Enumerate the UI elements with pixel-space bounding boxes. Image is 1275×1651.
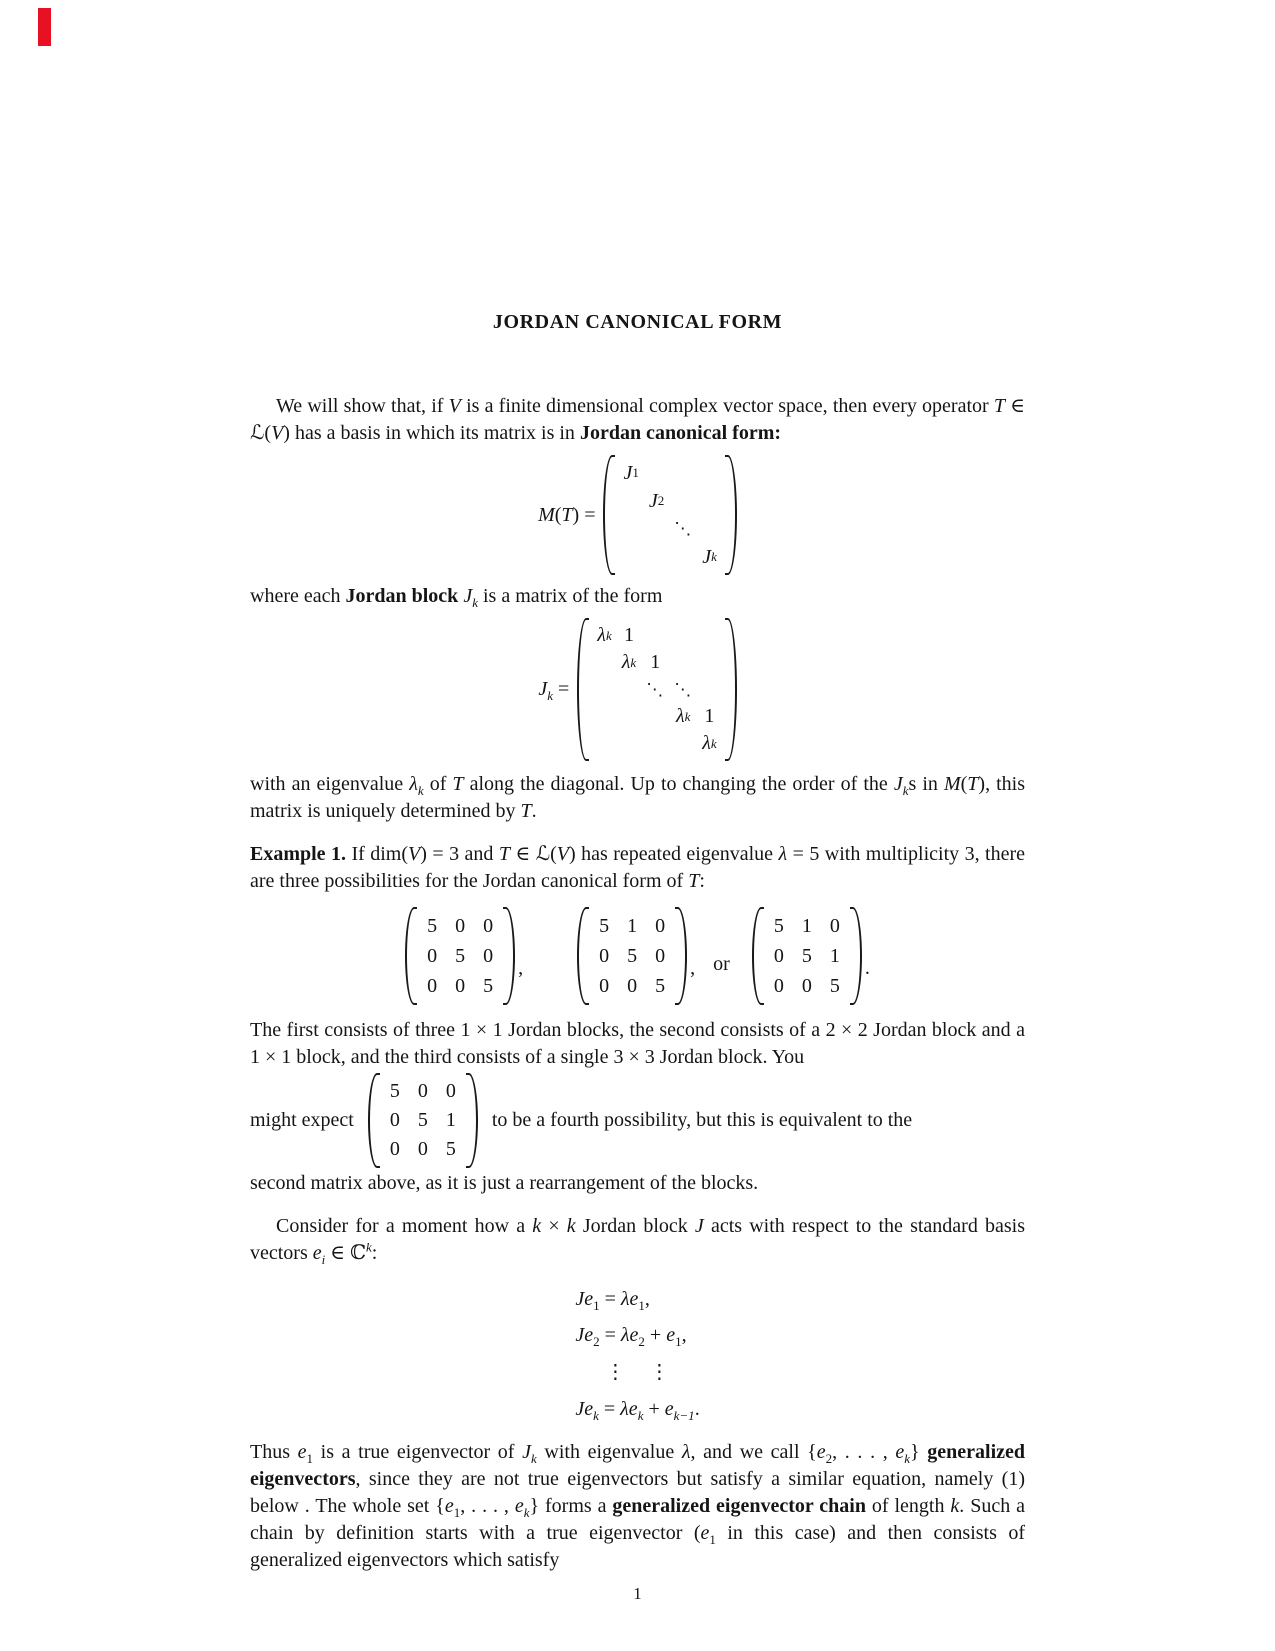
matrix-cell: [828, 941, 842, 971]
text-run: ), this matrix is uniquely determined by: [250, 773, 1026, 822]
paragraph-jordan-block: [250, 583, 1025, 610]
matrix-fourth-possibility: [368, 1073, 478, 1168]
text-run: = 5 with multiplicity 3, there are three possibilities for the Jordan canonical form of: [250, 843, 1026, 892]
text-run: ∈ ℒ(: [250, 395, 1026, 444]
text-run: T: [498, 843, 510, 865]
text-run: ⋱: [674, 679, 693, 699]
matrix-cell: [676, 459, 690, 487]
text-run: 1: [623, 624, 634, 646]
matrix-separator: ,: [518, 956, 524, 979]
matrix-cell: [800, 911, 814, 941]
text-run: e: [444, 1495, 454, 1517]
text-run: 5: [445, 1138, 456, 1160]
equation-label-jk: [538, 678, 569, 701]
text-run: to be a fourth possibility, but this is equivalent to the: [491, 1109, 913, 1131]
text-run: with eigenvalue: [536, 1441, 682, 1463]
matrix-cell: [444, 1077, 458, 1106]
text-run: } forms a: [529, 1495, 613, 1517]
text-run: e: [312, 1242, 322, 1264]
matrix-cell: [598, 730, 612, 757]
matrix-cell: [648, 622, 662, 649]
matrix-possibility-2: [577, 907, 687, 1005]
matrix-cell: [622, 622, 636, 649]
text-run: ⋮: [649, 1361, 670, 1383]
text-run: 0: [389, 1109, 400, 1131]
text-run: λ: [681, 1441, 691, 1463]
matrix-cell: [425, 971, 439, 1001]
matrix-cell: [425, 941, 439, 971]
matrix-cell: [416, 1106, 430, 1135]
text-run: V: [271, 422, 284, 444]
text-run: ,: [644, 1288, 650, 1310]
text-run: 0: [655, 914, 666, 937]
matrix-cell: [772, 911, 786, 941]
text-run: k: [593, 1408, 599, 1423]
left-paren: [752, 907, 764, 1005]
text-run: 1: [638, 1298, 645, 1313]
text-run: (: [554, 503, 562, 526]
text-run: k: [523, 1505, 530, 1520]
paragraph-intro: [250, 393, 1025, 447]
text-run: T: [967, 773, 979, 795]
text-run: If dim(: [346, 843, 409, 865]
text-run: e: [816, 1441, 826, 1463]
text-run: , and we call {: [690, 1441, 817, 1463]
matrix-cell: [676, 649, 690, 676]
text-run: 0: [417, 1080, 428, 1102]
text-run: k: [904, 1451, 911, 1466]
matrix-block-diagonal: [603, 455, 736, 575]
inline-text-post: [492, 1109, 912, 1132]
matrix-cell: [674, 515, 692, 543]
matrix-cell: [676, 730, 690, 757]
text-run: λ: [597, 624, 606, 646]
matrix-cell: [625, 911, 639, 941]
text-run: 5: [427, 914, 438, 937]
text-run: λe: [620, 1324, 639, 1346]
text-run: of length: [866, 1495, 951, 1517]
text-run: 0: [599, 974, 610, 997]
text-run: (: [960, 773, 968, 795]
text-run: J: [463, 585, 473, 607]
text-run: 2: [593, 1334, 600, 1349]
text-run: T: [452, 773, 464, 795]
matrix-cell: [676, 622, 690, 649]
text-run: V: [556, 843, 569, 865]
matrix-cell: λ k: [621, 651, 637, 673]
matrix-cell: [453, 971, 467, 1001]
text-run: 1: [801, 914, 812, 937]
text-run: Je: [575, 1288, 594, 1310]
text-run: 1: [306, 1451, 314, 1466]
text-run: might expect: [250, 1109, 354, 1131]
text-run: J: [623, 461, 633, 484]
matrix-cell: [444, 1135, 458, 1164]
text-run: Jordan canonical form:: [579, 422, 782, 444]
text-run: 0: [427, 974, 438, 997]
text-run: 1: [593, 1298, 600, 1313]
equation-block-diagonal: [250, 455, 1025, 575]
matrix-cell: [703, 487, 717, 515]
matrix-cell: [624, 543, 638, 571]
matrix-cell: [597, 941, 611, 971]
matrix-cell: [388, 1135, 402, 1164]
matrix-separator: .: [864, 956, 870, 979]
text-run: 1: [675, 1334, 682, 1349]
text-run: ,: [681, 1324, 687, 1346]
matrix-cell: [648, 730, 662, 757]
matrix-cell: [388, 1106, 402, 1135]
text-run: ) =: [572, 503, 596, 526]
matrix-cell: [653, 941, 667, 971]
equation-three-possibilities: [250, 907, 1025, 1005]
text-run: J: [893, 773, 903, 795]
matrix-possibility-1: [405, 907, 515, 1005]
left-paren: [577, 618, 589, 761]
text-run: 1: [709, 1532, 716, 1547]
vertical-dots: [605, 1353, 669, 1391]
text-run: k: [547, 688, 554, 703]
text-run: 0: [417, 1138, 428, 1160]
matrix-cell: J 1: [623, 461, 639, 484]
text-run: 5: [655, 974, 666, 997]
matrix-cell: [597, 971, 611, 1001]
text-run: k: [417, 783, 424, 798]
matrix-cell: [648, 649, 662, 676]
matrix-grid: [380, 1073, 466, 1168]
left-paren: [368, 1073, 380, 1168]
text-run: M: [943, 773, 961, 795]
matrix-grid: [764, 907, 850, 1005]
text-run: λe: [620, 1288, 639, 1310]
left-paren: [603, 455, 615, 575]
text-run: k: [532, 1215, 542, 1237]
paragraph-inline-matrix-row: [250, 1073, 1025, 1168]
matrix-cell: [425, 911, 439, 941]
matrix-cell: [453, 941, 467, 971]
text-run: =: [553, 678, 570, 700]
text-run: . Such a chain by definition starts with a true eigenvector (: [250, 1495, 1025, 1544]
text-run: Thus: [250, 1441, 298, 1463]
matrix-cell: [674, 676, 692, 703]
text-run: acts with respect to the standard basis vectors: [250, 1215, 1025, 1264]
text-run: 5: [773, 914, 784, 937]
matrix-cell: [650, 543, 664, 571]
text-run: ∈ ℂ: [325, 1242, 367, 1264]
matrix-cell: [625, 941, 639, 971]
text-run: .: [531, 800, 537, 822]
text-run: 2: [638, 1334, 645, 1349]
text-run: 0: [445, 1080, 456, 1102]
text-run: is a finite dimensional complex vector space, then every operator: [460, 395, 994, 417]
text-run: λ: [409, 773, 418, 795]
text-run: ) has repeated eigenvalue: [569, 843, 779, 865]
text-run: λe: [620, 1398, 638, 1420]
text-run: T: [688, 870, 700, 892]
text-run: 0: [455, 974, 466, 997]
matrix-cell: J k: [702, 545, 717, 568]
text-run: 5: [483, 974, 494, 997]
matrix-cell: [650, 515, 664, 543]
text-run: 0: [773, 974, 784, 997]
text-run: We will show that, if: [276, 395, 449, 417]
text-run: k−1: [673, 1408, 695, 1423]
text-run: 5: [599, 914, 610, 937]
matrix-cell: [703, 459, 717, 487]
matrix-cell: [624, 487, 638, 515]
right-paren: [850, 907, 862, 1005]
text-run: M: [538, 503, 555, 526]
text-run: λ: [675, 705, 685, 727]
equation-chain-action: [575, 1281, 699, 1427]
text-run: Example 1.: [250, 843, 347, 865]
matrix-grid: [589, 907, 675, 1005]
text-run: 5: [801, 944, 812, 967]
matrix-cell: [676, 543, 690, 571]
right-paren: [503, 907, 515, 1005]
text-run: is a matrix of the form: [477, 585, 663, 607]
text-run: 0: [627, 974, 638, 997]
text-run: along the diagonal. Up to changing the order of the: [463, 773, 894, 795]
right-paren: [725, 618, 737, 761]
red-marker: [38, 8, 51, 46]
text-run: Je: [575, 1324, 594, 1346]
text-run: .: [694, 1398, 700, 1420]
text-run: Jordan block: [345, 585, 464, 607]
matrix-possibility-3: [752, 907, 862, 1005]
text-run: e: [514, 1495, 524, 1517]
text-run: 1: [650, 651, 661, 673]
matrix-cell: [416, 1077, 430, 1106]
text-run: :: [371, 1242, 378, 1264]
text-run: generalized eigenvector chain: [612, 1495, 866, 1517]
text-run: 5: [455, 944, 466, 967]
text-run: V: [448, 395, 461, 417]
matrix-cell: [646, 676, 664, 703]
text-run: λ: [621, 651, 631, 673]
text-run: =: [599, 1288, 621, 1310]
matrix-cell: [622, 730, 636, 757]
text-run: second matrix above, as it is just a rearrangement of the blocks.: [250, 1172, 759, 1194]
text-run: 1: [704, 705, 715, 727]
page-content: [250, 0, 1025, 1604]
paragraph-first-consists: [250, 1017, 1025, 1071]
text-run: 1: [829, 944, 840, 967]
paragraph-second-matrix: [250, 1170, 1025, 1197]
matrix-cell: [772, 971, 786, 1001]
text-run: 1: [627, 914, 638, 937]
matrix-cell: [624, 515, 638, 543]
text-run: 0: [389, 1138, 400, 1160]
text-run: :: [699, 870, 705, 892]
matrix-cell: [648, 703, 662, 730]
text-run: 5: [627, 944, 638, 967]
text-run: generalized eigenvectors: [250, 1441, 1026, 1490]
text-run: ×: [541, 1215, 567, 1237]
text-run: +: [644, 1324, 667, 1346]
text-run: ⋱: [646, 679, 665, 699]
matrix-cell: [481, 971, 495, 1001]
text-run: 5: [829, 974, 840, 997]
matrix-cell: λ k: [675, 705, 691, 727]
matrix-cell: [703, 515, 717, 543]
left-paren: [405, 907, 417, 1005]
matrix-cell: [702, 649, 716, 676]
text-run: λ: [702, 732, 711, 754]
text-run: J: [522, 1441, 531, 1463]
text-run: The first consists of three 1 × 1 Jordan blocks, the second consists of a 2 × 2 Jordan block and a 1 × 1 block, and the third consists of a single 3 × 3 Jordan block. You: [250, 1019, 1025, 1068]
matrix-cell: [653, 911, 667, 941]
text-run: e: [700, 1522, 710, 1544]
text-run: in this case) and then consists of generalized eigenvectors which satisfy: [250, 1522, 1025, 1571]
matrix-jordan-block: [577, 618, 736, 761]
text-run: k: [366, 1239, 372, 1255]
text-run: ⋱: [674, 519, 693, 538]
equation-label-mt: [538, 504, 595, 527]
left-paren: [577, 907, 589, 1005]
text-run: 5: [417, 1109, 428, 1131]
text-run: k: [902, 783, 909, 798]
matrix-grid: [589, 618, 724, 761]
right-paren: [675, 907, 687, 1005]
paragraph-generalized-eigenvectors: [250, 1439, 1025, 1574]
text-run: 1: [445, 1109, 456, 1131]
matrix-cell: [598, 649, 612, 676]
text-run: 0: [483, 914, 494, 937]
inline-text-pre: [250, 1109, 354, 1132]
matrix-cell: [772, 941, 786, 971]
text-run: 5: [389, 1080, 400, 1102]
matrix-cell: λ k: [702, 732, 717, 754]
matrix-cell: [622, 703, 636, 730]
page-number: 1: [633, 1584, 642, 1603]
text-run: Consider for a moment how a: [276, 1215, 533, 1237]
matrix-cell: [598, 703, 612, 730]
matrix-cell: [702, 703, 716, 730]
text-run: ⋮: [605, 1361, 626, 1383]
text-run: 0: [655, 944, 666, 967]
text-run: 0: [483, 944, 494, 967]
text-run: }: [910, 1441, 928, 1463]
text-run: e: [895, 1441, 905, 1463]
text-run: J: [702, 545, 712, 568]
text-run: e: [297, 1441, 307, 1463]
text-run: Jordan block: [575, 1215, 695, 1237]
matrix-cell: [800, 971, 814, 1001]
text-run: , . . . ,: [832, 1441, 896, 1463]
text-run: 0: [599, 944, 610, 967]
text-run: s in: [908, 773, 944, 795]
text-run: =: [598, 1398, 621, 1420]
text-run: Je: [575, 1398, 594, 1420]
text-run: i: [321, 1252, 326, 1267]
text-run: e: [666, 1324, 676, 1346]
text-run: 1: [453, 1505, 461, 1520]
text-run: J: [538, 678, 548, 700]
or-label: or: [713, 952, 730, 975]
matrix-cell: [481, 911, 495, 941]
text-run: V: [408, 843, 421, 865]
matrix-cell: [800, 941, 814, 971]
right-paren: [725, 455, 737, 575]
matrix-cell: [388, 1077, 402, 1106]
text-run: where each: [250, 585, 346, 607]
text-run: , . . . ,: [460, 1495, 515, 1517]
matrix-separator: ,: [690, 956, 696, 979]
matrix-grid: [615, 455, 724, 575]
matrix-cell: [702, 676, 716, 703]
matrix-cell: [453, 911, 467, 941]
text-run: k: [950, 1495, 960, 1517]
matrix-cell: [481, 941, 495, 971]
equation-line-2: [575, 1317, 686, 1353]
matrix-cell: [653, 971, 667, 1001]
matrix-cell: [676, 487, 690, 515]
paragraph-eigenvalue: [250, 771, 1025, 825]
text-run: with an eigenvalue: [250, 773, 410, 795]
text-run: 0: [427, 944, 438, 967]
text-run: ) has a basis in which its matrix is in: [283, 422, 580, 444]
text-run: 0: [455, 914, 466, 937]
equation-line-k: [575, 1391, 699, 1427]
matrix-grid: [417, 907, 503, 1005]
paragraph-consider: [250, 1213, 1025, 1267]
text-run: T: [561, 503, 573, 526]
matrix-cell: [828, 971, 842, 1001]
text-run: e: [664, 1398, 674, 1420]
matrix-cell: [828, 911, 842, 941]
matrix-cell: [416, 1135, 430, 1164]
text-run: J: [648, 489, 658, 512]
matrix-cell: [625, 971, 639, 1001]
text-run: k: [472, 595, 478, 610]
text-run: T: [993, 395, 1006, 417]
page-title: JORDAN CANONICAL FORM: [492, 311, 783, 333]
equation-jordan-block: [250, 618, 1025, 761]
text-run: 0: [829, 914, 840, 937]
matrix-cell: [650, 459, 664, 487]
text-run: k: [531, 1451, 537, 1466]
text-run: 2: [825, 1451, 833, 1466]
text-run: of: [423, 773, 453, 795]
text-run: k: [637, 1408, 644, 1423]
matrix-cell: λ k: [597, 624, 612, 646]
text-run: is a true eigenvector of: [313, 1441, 523, 1463]
text-run: J: [694, 1215, 704, 1237]
text-run: T: [520, 800, 532, 822]
text-run: 0: [801, 974, 812, 997]
text-run: ) = 3 and: [420, 843, 499, 865]
text-run: k: [566, 1215, 576, 1237]
right-paren: [466, 1073, 478, 1168]
matrix-cell: [622, 676, 636, 703]
text-run: , since they are not true eigenvectors but satisfy a similar equation, namely (1) below . The whole set {: [250, 1468, 1025, 1517]
matrix-cell: [444, 1106, 458, 1135]
text-run: =: [599, 1324, 621, 1346]
text-run: ∈ ℒ(: [510, 843, 557, 865]
equation-line-1: [575, 1281, 650, 1317]
matrix-cell: [597, 911, 611, 941]
text-run: λ: [778, 843, 788, 865]
text-run: 0: [773, 944, 784, 967]
text-run: +: [643, 1398, 665, 1420]
matrix-cell: [598, 676, 612, 703]
matrix-cell: J 2: [648, 489, 665, 512]
paragraph-example-1: [250, 841, 1025, 895]
matrix-cell: [702, 622, 716, 649]
